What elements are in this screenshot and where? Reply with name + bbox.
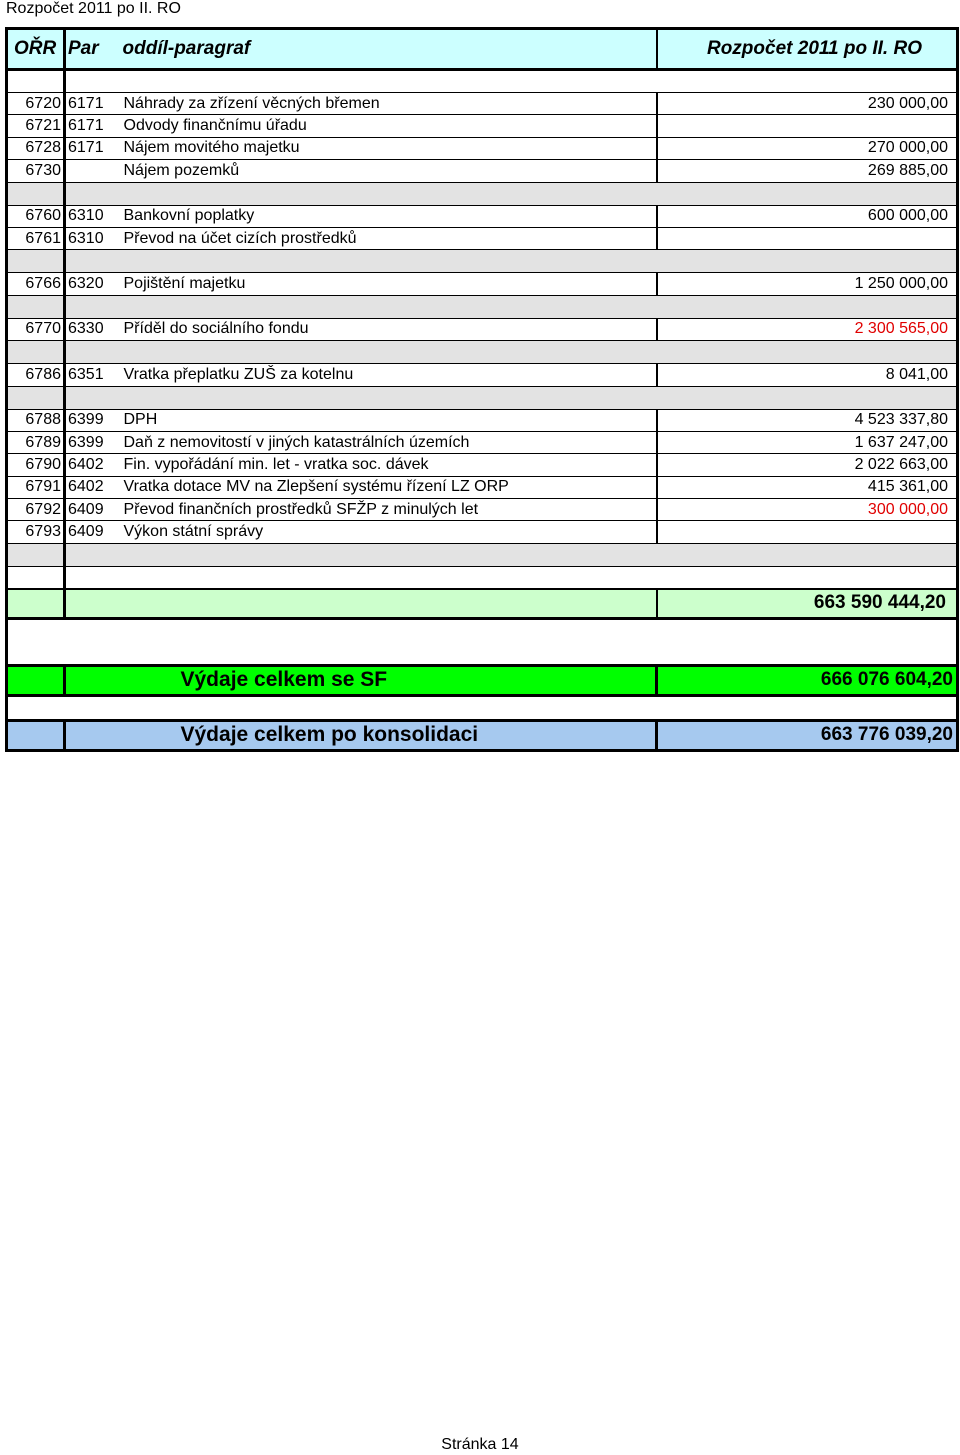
table-row: [7, 318, 958, 340]
cell-name: Pojištění majetku: [123, 273, 657, 295]
cell-orr: 6791: [7, 476, 65, 498]
cell-par: [65, 160, 123, 182]
cell-orr: 6720: [7, 93, 65, 115]
cell-name: Vratka dotace MV na Zlepšení systému řízení LZ ORP: [123, 476, 657, 498]
cell-name: DPH: [123, 409, 657, 431]
cell-orr: 6788: [7, 409, 65, 431]
blank-row: [7, 70, 958, 93]
blank-row: [7, 566, 958, 589]
table-row: [7, 273, 958, 295]
page-footer: Stránka 14: [441, 1436, 519, 1453]
cell-value: 300 000,00: [657, 499, 958, 521]
total-konsolidace-row: [7, 720, 958, 750]
cell-orr: 6792: [7, 499, 65, 521]
cell-value: 230 000,00: [657, 93, 958, 115]
cell-par: 6171: [65, 115, 123, 137]
cell-orr: 6760: [7, 205, 65, 227]
table-row: [7, 454, 958, 476]
table-body: [7, 70, 958, 589]
cell-orr: 6793: [7, 521, 65, 543]
cell-value: 269 885,00: [657, 160, 958, 182]
separator-row: [7, 386, 958, 409]
subtotal-row: [7, 589, 958, 619]
table-row: [7, 115, 958, 137]
cell-par: 6402: [65, 476, 123, 498]
cell-name: Náhrady za zřízení věcných břemen: [123, 93, 657, 115]
cell-value: 600 000,00: [657, 205, 958, 227]
cell-par: 6310: [65, 205, 123, 227]
cell-name: Příděl do sociálního fondu: [123, 318, 657, 340]
header-budget: Rozpočet 2011 po II. RO: [657, 29, 958, 70]
header-par: Par: [65, 29, 123, 70]
cell-value: [657, 521, 958, 543]
table-row: [7, 137, 958, 159]
separator-row: [7, 295, 958, 318]
separator-row: [7, 250, 958, 273]
cell-par: 6171: [65, 137, 123, 159]
separator-row: [7, 182, 958, 205]
cell-name: Vratka přeplatku ZUŠ za kotelnu: [123, 364, 657, 386]
table-row: [7, 205, 958, 227]
cell-name: Výkon státní správy: [123, 521, 657, 543]
table-row: [7, 93, 958, 115]
cell-name: Daň z nemovitostí v jiných katastrálních územích: [123, 431, 657, 453]
cell-value: 4 523 337,80: [657, 409, 958, 431]
total-sf-label: Výdaje celkem se SF: [123, 665, 657, 695]
table-row: [7, 476, 958, 498]
table-row: [7, 364, 958, 386]
header-orr: OŘR: [7, 29, 65, 70]
cell-name: Odvody finančnímu úřadu: [123, 115, 657, 137]
cell-orr: 6721: [7, 115, 65, 137]
separator-row: [7, 341, 958, 364]
cell-par: 6330: [65, 318, 123, 340]
cell-par: 6399: [65, 409, 123, 431]
cell-value: [657, 115, 958, 137]
header-oddil-paragraf: oddíl-paragraf: [123, 29, 657, 70]
cell-orr: 6761: [7, 227, 65, 249]
cell-par: 6171: [65, 93, 123, 115]
separator-row: [7, 543, 958, 566]
table-row: [7, 409, 958, 431]
table-row: [7, 160, 958, 182]
cell-name: Fin. vypořádání min. let - vratka soc. dávek: [123, 454, 657, 476]
cell-value: 1 250 000,00: [657, 273, 958, 295]
table-row: [7, 521, 958, 543]
cell-par: 6310: [65, 227, 123, 249]
cell-name: Převod finančních prostředků SFŽP z minulých let: [123, 499, 657, 521]
budget-table: [5, 27, 959, 752]
spacer-row: [7, 695, 958, 720]
cell-value: [657, 227, 958, 249]
cell-name: Bankovní poplatky: [123, 205, 657, 227]
total-konsolidace-label: Výdaje celkem po konsolidaci: [123, 720, 657, 750]
cell-orr: 6770: [7, 318, 65, 340]
cell-par: 6399: [65, 431, 123, 453]
cell-value: 8 041,00: [657, 364, 958, 386]
cell-name: Převod na účet cizích prostředků: [123, 227, 657, 249]
subtotal-value: 663 590 444,20: [657, 589, 958, 619]
cell-par: 6351: [65, 364, 123, 386]
cell-par: 6409: [65, 499, 123, 521]
cell-orr: 6730: [7, 160, 65, 182]
total-sf-row: [7, 665, 958, 695]
cell-par: 6320: [65, 273, 123, 295]
spacer-row: [7, 618, 958, 665]
cell-name: Nájem movitého majetku: [123, 137, 657, 159]
table-row: [7, 431, 958, 453]
table-row: [7, 227, 958, 249]
table-row: [7, 499, 958, 521]
cell-orr: 6790: [7, 454, 65, 476]
cell-value: 270 000,00: [657, 137, 958, 159]
cell-value: 2 022 663,00: [657, 454, 958, 476]
total-konsolidace-value: 663 776 039,20: [657, 720, 958, 750]
document-title: Rozpočet 2011 po II. RO: [6, 0, 181, 17]
cell-name: Nájem pozemků: [123, 160, 657, 182]
cell-orr: 6728: [7, 137, 65, 159]
cell-orr: 6786: [7, 364, 65, 386]
cell-par: 6402: [65, 454, 123, 476]
cell-par: 6409: [65, 521, 123, 543]
table-header: [7, 29, 958, 70]
cell-value: 1 637 247,00: [657, 431, 958, 453]
cell-value: 415 361,00: [657, 476, 958, 498]
cell-orr: 6766: [7, 273, 65, 295]
cell-orr: 6789: [7, 431, 65, 453]
total-sf-value: 666 076 604,20: [657, 665, 958, 695]
cell-value: 2 300 565,00: [657, 318, 958, 340]
